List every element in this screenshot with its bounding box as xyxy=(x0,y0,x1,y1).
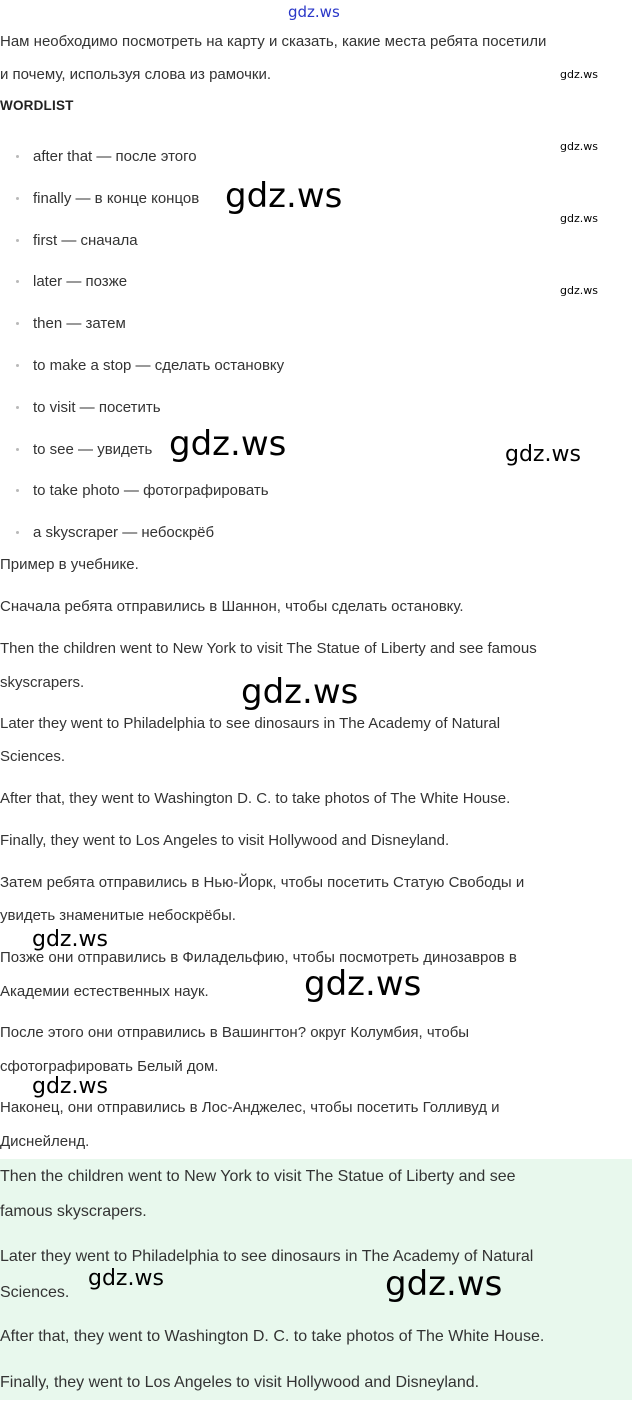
answer-ru-line: Наконец, они отправились в Лос-Анджелес, чтобы посетить Голливуд и xyxy=(0,1099,500,1116)
list-item xyxy=(0,220,600,262)
bullet-icon xyxy=(16,322,19,325)
watermark: gdz.ws xyxy=(169,424,287,464)
highlight-line: Then the children went to New York to visit The Statue of Liberty and see xyxy=(0,1168,516,1185)
intro-line-1: Нам необходимо посмотреть на карту и сказать, какие места ребята посетили xyxy=(0,33,547,50)
list-item xyxy=(0,261,600,303)
bullet-icon xyxy=(16,406,19,409)
watermark: gdz.ws xyxy=(560,284,598,297)
answer-ru-line: сфотографировать Белый дом. xyxy=(0,1058,219,1075)
highlight-line: After that, they went to Washington D. C. to take photos of The White House. xyxy=(0,1328,545,1345)
highlight-line: Sciences. xyxy=(0,1284,70,1301)
watermark: gdz.ws xyxy=(560,212,598,225)
list-item-text: to make a stop — сделать остановку xyxy=(33,356,285,374)
example-note: Пример в учебнике. xyxy=(0,556,139,573)
answer-en-line: Later they went to Philadelphia to see dinosaurs in The Academy of Natural xyxy=(0,715,501,732)
watermark: gdz.ws xyxy=(560,68,598,81)
list-item-text: finally — в конце концов xyxy=(33,189,200,207)
list-item-text: a skyscraper — небоскрёб xyxy=(33,524,215,542)
answer-ru-line: Затем ребята отправились в Нью-Йорк, чтобы посетить Статую Свободы и xyxy=(0,874,525,891)
list-item-text: to visit — посетить xyxy=(33,398,161,416)
highlight-line: Finally, they went to Los Angeles to visit Hollywood and Disneyland. xyxy=(0,1374,480,1391)
watermark: gdz.ws xyxy=(88,1266,164,1291)
bullet-icon xyxy=(16,155,19,158)
bullet-icon xyxy=(16,239,19,242)
list-item-text: to take photo — фотографировать xyxy=(33,482,269,500)
wordlist-heading: WORDLIST xyxy=(0,98,74,113)
bullet-icon xyxy=(16,197,19,200)
watermark: gdz.ws xyxy=(241,672,359,712)
list-item xyxy=(0,136,600,178)
list-item-text: to see — увидеть xyxy=(33,440,153,458)
watermark: gdz.ws xyxy=(560,140,598,153)
answer-en-line: skyscrapers. xyxy=(0,674,85,691)
answer-ru-line: Диснейленд. xyxy=(0,1133,90,1150)
watermark: gdz.ws xyxy=(225,176,343,216)
intro-line-2: и почему, используя слова из рамочки. xyxy=(0,66,271,83)
list-item-text: after that — после этого xyxy=(33,148,197,165)
list-item xyxy=(0,345,600,387)
list-item-text: then — затем xyxy=(33,315,126,333)
list-item xyxy=(0,470,600,512)
answer-en-line: Finally, they went to Los Angeles to visit Hollywood and Disneyland. xyxy=(0,832,450,849)
watermark: gdz.ws xyxy=(304,964,422,1004)
answer-ru-line: увидеть знаменитые небоскрёбы. xyxy=(0,907,236,924)
watermark: gdz.ws xyxy=(32,1074,108,1099)
answer-ru-line: Академии естественных наук. xyxy=(0,983,209,1000)
bullet-icon xyxy=(16,489,19,492)
list-item xyxy=(0,387,600,429)
bullet-icon xyxy=(16,448,19,451)
list-item xyxy=(0,303,600,345)
highlight-line: famous skyscrapers. xyxy=(0,1203,147,1220)
bullet-icon xyxy=(16,531,19,534)
bullet-icon xyxy=(16,364,19,367)
watermark: gdz.ws xyxy=(385,1264,503,1304)
watermark-top: gdz.ws xyxy=(288,3,340,21)
answer-en-line: Sciences. xyxy=(0,748,66,765)
answer-en-line: Then the children went to New York to visit The Statue of Liberty and see famous xyxy=(0,640,537,657)
list-item-text: first — сначала xyxy=(33,231,138,249)
watermark: gdz.ws xyxy=(32,927,108,952)
list-item-text: later — позже xyxy=(33,273,128,291)
answer-en-line: After that, they went to Washington D. C. to take photos of The White House. xyxy=(0,790,511,807)
answer-ru-line: Позже они отправились в Филадельфию, чтобы посмотреть динозавров в xyxy=(0,949,517,966)
watermark: gdz.ws xyxy=(505,442,581,467)
answer-ru-line: После этого они отправились в Вашингтон? округ Колумбия, чтобы xyxy=(0,1024,470,1041)
answer-en-line: Сначала ребята отправились в Шаннон, чтобы сделать остановку. xyxy=(0,598,464,615)
bullet-icon xyxy=(16,280,19,283)
highlight-line: Later they went to Philadelphia to see dinosaurs in The Academy of Natural xyxy=(0,1248,534,1265)
